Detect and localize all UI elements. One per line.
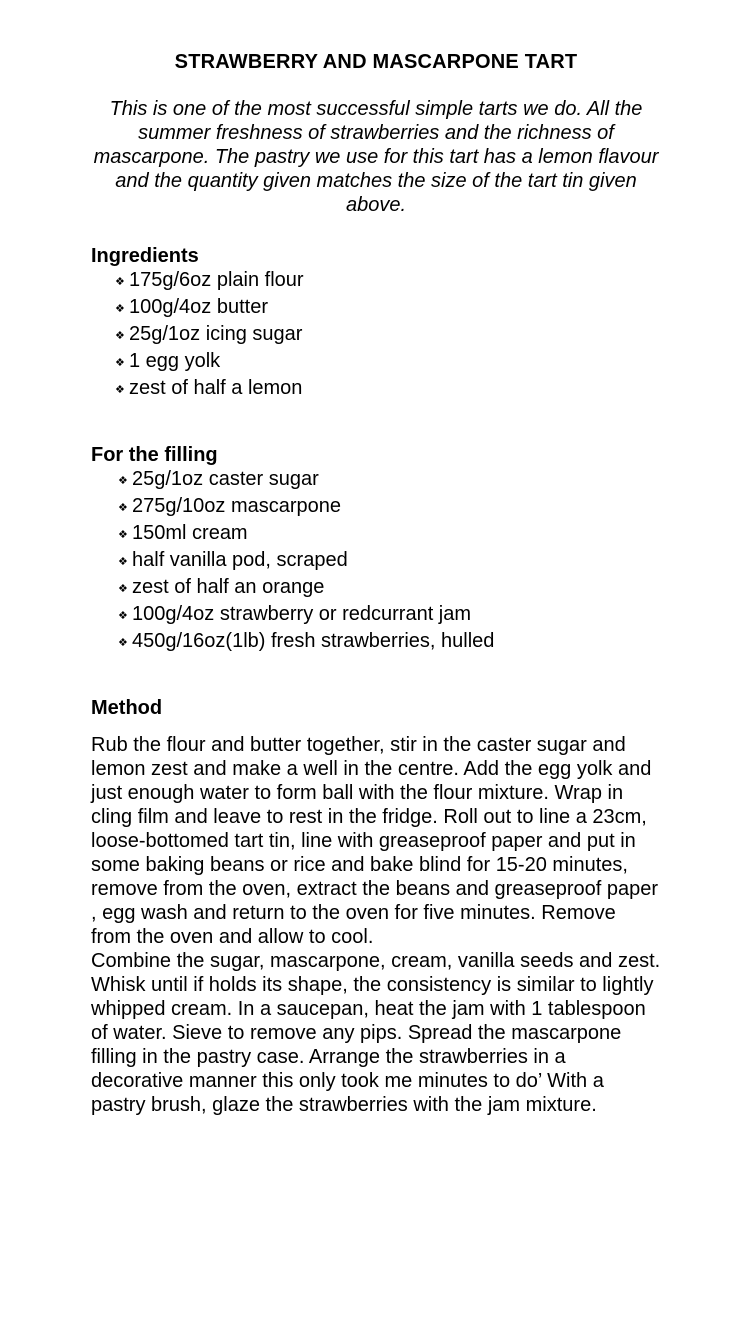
filling-text: zest of half an orange: [132, 576, 325, 598]
diamond-bullet-icon: ❖: [115, 303, 125, 315]
method-paragraph: Combine the sugar, mascarpone, cream, vanilla seeds and zest. Whisk until if holds its shape, the consistency is similar to lightly whipped cream. In a saucepan, heat the jam with 1 tablespoon of water. Sieve to remove any pips. Spread the mascarpone filling in the pastry case. Arrange the strawberries in a decorative manner this only took me minutes to do’ With a pastry brush, glaze the strawberries with the jam mixture.: [91, 950, 661, 1116]
filling-text: half vanilla pod, scraped: [132, 549, 348, 571]
ingredient-text: zest of half a lemon: [129, 377, 303, 399]
ingredient-text: 100g/4oz butter: [129, 296, 268, 318]
diamond-bullet-icon: ❖: [115, 276, 125, 288]
list-item: [115, 349, 661, 376]
list-item: [115, 268, 661, 295]
list-item: [115, 295, 661, 322]
diamond-bullet-icon: ❖: [118, 529, 128, 541]
list-item: [118, 575, 661, 602]
list-item: [118, 602, 661, 629]
method-heading: Method: [91, 697, 163, 719]
diamond-bullet-icon: ❖: [118, 583, 128, 595]
filling-text: 100g/4oz strawberry or redcurrant jam: [132, 603, 472, 625]
ingredients-heading: Ingredients: [91, 245, 199, 267]
diamond-bullet-icon: ❖: [118, 475, 128, 487]
list-item: [118, 494, 661, 521]
diamond-bullet-icon: ❖: [115, 384, 125, 396]
diamond-bullet-icon: ❖: [118, 610, 128, 622]
filling-text: 275g/10oz mascarpone: [132, 495, 342, 517]
method-paragraph: Rub the flour and butter together, stir in the caster sugar and lemon zest and make a well in the centre. Add the egg yolk and just enough water to form ball with the flour mixture. Wrap in cling film and leave to rest in the fridge. Roll out to line a 23cm, loose-bottomed tart tin, line with greaseproof paper and put in some baking beans or rice and bake blind for 15-20 minutes, remove from the oven, extract the beans and greaseproof paper , egg wash and return to the oven for five minutes. Remove from the oven and allow to cool.: [91, 734, 659, 948]
diamond-bullet-icon: ❖: [115, 357, 125, 369]
filling-list: [91, 467, 661, 656]
filling-text: 25g/1oz caster sugar: [132, 468, 319, 490]
recipe-title: STRAWBERRY AND MASCARPONE TART: [174, 51, 578, 73]
list-item: [115, 322, 661, 349]
recipe-intro: This is one of the most successful simple tarts we do. All the summer freshness of strawberries and the richness of mascarpone. The pastry we use for this tart has a lemon flavour and the quantity given matches the size of the tart tin given above.: [93, 98, 659, 216]
list-item: [118, 521, 661, 548]
list-item: [118, 548, 661, 575]
recipe-page: [91, 47, 661, 1117]
diamond-bullet-icon: ❖: [115, 330, 125, 342]
list-item: [118, 629, 661, 656]
diamond-bullet-icon: ❖: [118, 637, 128, 649]
ingredient-text: 25g/1oz icing sugar: [129, 323, 303, 345]
diamond-bullet-icon: ❖: [118, 502, 128, 514]
ingredient-text: 1 egg yolk: [129, 350, 221, 372]
filling-text: 150ml cream: [132, 522, 248, 544]
list-item: [118, 467, 661, 494]
ingredients-list: [91, 268, 661, 403]
method-body: [91, 733, 661, 1117]
list-item: [115, 376, 661, 403]
filling-heading: For the filling: [91, 444, 218, 466]
diamond-bullet-icon: ❖: [118, 556, 128, 568]
ingredient-text: 175g/6oz plain flour: [129, 269, 304, 291]
filling-text: 450g/16oz(1lb) fresh strawberries, hulled: [132, 630, 495, 652]
